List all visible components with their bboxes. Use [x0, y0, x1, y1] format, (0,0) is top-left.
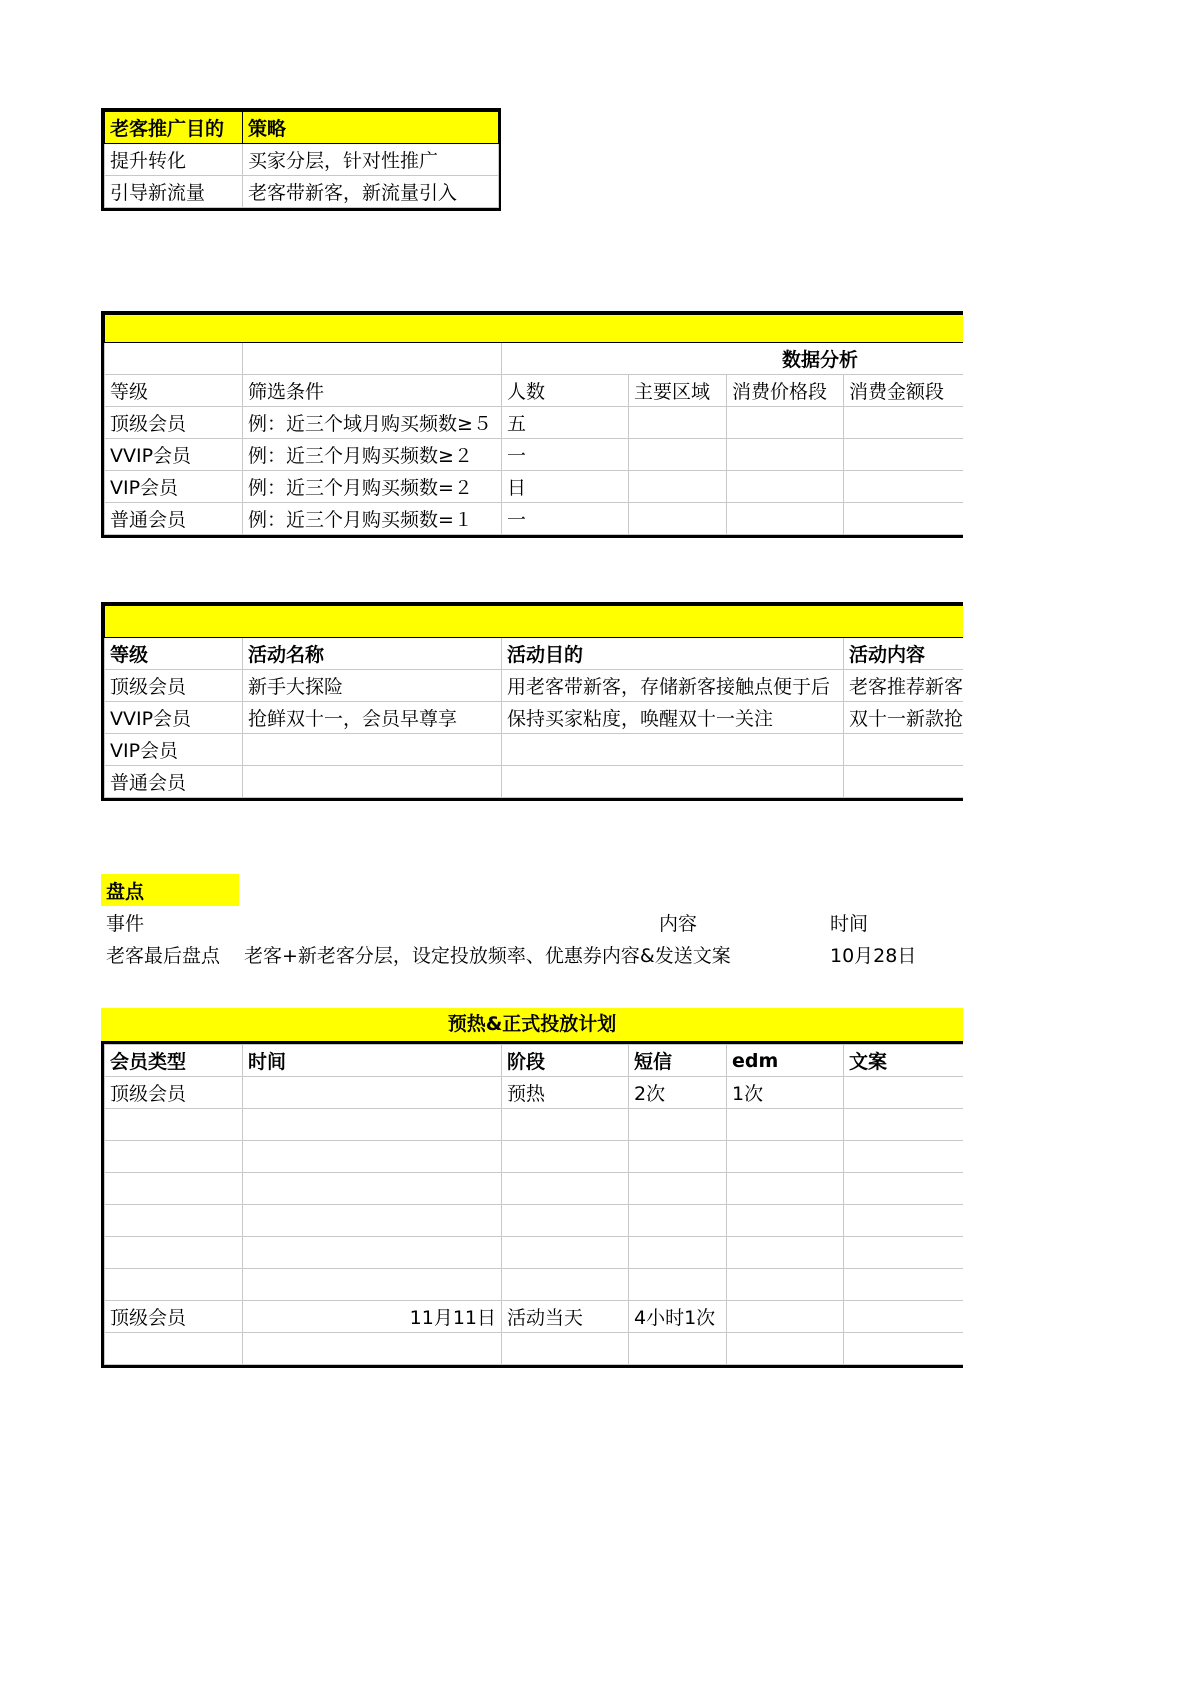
table-cell — [502, 734, 844, 766]
header-cell: 活动目的 — [502, 638, 844, 670]
table-cell — [844, 503, 964, 535]
table-cell — [105, 1237, 243, 1269]
table-cell: 老客+新老客分层，设定投放频率、优惠券内容&发送文案 — [244, 944, 731, 967]
table-cell: 例：近三个月购买频数≥２ — [243, 439, 502, 471]
table-cell: 买家分层，针对性推广 — [243, 144, 499, 176]
table-cell — [243, 1173, 502, 1205]
table-cell: 用老客带新客，存储新客接触点便于后 — [502, 670, 844, 702]
table-cell: VVIP会员 — [105, 702, 243, 734]
table-cell — [243, 766, 502, 798]
inventory-block — [101, 874, 963, 970]
table-cell: 1次 — [727, 1077, 844, 1109]
table-row — [105, 702, 964, 734]
table-cell — [844, 1173, 964, 1205]
table-cell: 顶级会员 — [105, 407, 243, 439]
table-cell: 一 — [502, 503, 629, 535]
table-cell — [629, 1109, 727, 1141]
table-cell — [502, 1237, 629, 1269]
table-cell — [727, 1333, 844, 1365]
table-cell — [727, 1237, 844, 1269]
table-row — [105, 471, 964, 503]
table-cell — [243, 1141, 502, 1173]
header-cell: 活动内容 — [844, 638, 964, 670]
table-cell — [243, 1237, 502, 1269]
table-cell — [844, 1077, 964, 1109]
table-row — [105, 176, 499, 208]
table-cell — [629, 503, 727, 535]
table-cell — [727, 439, 844, 471]
table-cell — [844, 439, 964, 471]
header-cell: 消费金额段 — [844, 375, 964, 407]
inventory-title-row — [101, 874, 963, 906]
analysis-label-row — [105, 343, 964, 375]
table-row — [105, 766, 964, 798]
table-cell — [502, 766, 844, 798]
table-row — [105, 503, 964, 535]
table-cell: 老客带新客，新流量引入 — [243, 176, 499, 208]
activities-table-block — [101, 602, 963, 801]
table-cell: 抢鲜双十一，会员早尊享 — [243, 702, 502, 734]
table-cell — [727, 1205, 844, 1237]
table-cell — [629, 407, 727, 439]
table-cell — [844, 1269, 964, 1301]
table-cell — [727, 1141, 844, 1173]
table-cell: 4小时1次 — [629, 1301, 727, 1333]
strategy-table — [104, 111, 499, 208]
table-cell — [844, 1333, 964, 1365]
table-cell — [105, 1269, 243, 1301]
table-cell — [105, 1333, 243, 1365]
empty-cell — [105, 343, 243, 375]
table-cell — [502, 1205, 629, 1237]
table-cell — [844, 407, 964, 439]
header-cell: 事件 — [106, 912, 145, 935]
plan-table — [104, 1044, 963, 1365]
table-header-row — [105, 638, 964, 670]
table-cell — [844, 1237, 964, 1269]
banner-cell — [105, 315, 964, 343]
table-cell — [243, 1333, 502, 1365]
table-cell: 活动当天 — [502, 1301, 629, 1333]
table-cell — [502, 1173, 629, 1205]
table-cell: 顶级会员 — [105, 1301, 243, 1333]
table-row — [105, 144, 499, 176]
table-cell — [727, 1109, 844, 1141]
table-cell — [844, 471, 964, 503]
table-row — [105, 407, 964, 439]
table-cell: 老客推荐新客 — [844, 670, 964, 702]
table-cell — [502, 1141, 629, 1173]
table-cell — [727, 407, 844, 439]
table-cell — [105, 1141, 243, 1173]
table-cell: 普通会员 — [105, 766, 243, 798]
table-cell: VVIP会员 — [105, 439, 243, 471]
header-cell: 筛选条件 — [243, 375, 502, 407]
table-cell — [629, 1237, 727, 1269]
inventory-header-row — [101, 906, 963, 938]
table-cell: 五 — [502, 407, 629, 439]
table-row — [105, 1269, 964, 1301]
table-cell: VIP会员 — [105, 734, 243, 766]
header-cell: 老客推广目的 — [105, 112, 243, 144]
table-cell — [844, 1205, 964, 1237]
table-cell — [105, 1173, 243, 1205]
table-cell — [502, 1333, 629, 1365]
table-row — [105, 1301, 964, 1333]
inventory-table — [101, 874, 963, 970]
header-cell: 等级 — [105, 638, 243, 670]
table-header-row — [105, 112, 499, 144]
table-cell — [105, 1109, 243, 1141]
header-cell: 消费价格段 — [727, 375, 844, 407]
header-cell: 主要区域 — [629, 375, 727, 407]
header-cell: 人数 — [502, 375, 629, 407]
table-cell — [243, 1205, 502, 1237]
table-cell — [629, 1141, 727, 1173]
activities-table — [104, 605, 963, 798]
header-cell: 策略 — [243, 112, 499, 144]
table-cell — [502, 1109, 629, 1141]
table-cell — [105, 1205, 243, 1237]
header-cell: 会员类型 — [105, 1045, 243, 1077]
table-cell: 提升转化 — [105, 144, 243, 176]
table-cell — [502, 1269, 629, 1301]
header-cell: 时间 — [830, 912, 869, 935]
table-row — [105, 1205, 964, 1237]
table-cell: 老客最后盘点 — [106, 944, 221, 967]
table-cell — [844, 1141, 964, 1173]
header-cell: 文案 — [844, 1045, 964, 1077]
banner-cell — [105, 606, 964, 638]
table-cell — [629, 1173, 727, 1205]
inventory-title: 盘点 — [101, 874, 239, 906]
table-cell: 引导新流量 — [105, 176, 243, 208]
yellow-banner-row — [105, 315, 964, 343]
table-cell: 例：近三个月购买频数=１ — [243, 503, 502, 535]
table-cell: 例：近三个月购买频数=２ — [243, 471, 502, 503]
table-cell — [844, 1301, 964, 1333]
table-cell: 双十一新款抢 — [844, 702, 964, 734]
table-cell — [844, 734, 964, 766]
table-cell: 例：近三个域月购买频数≥５ — [243, 407, 502, 439]
table-row — [105, 1333, 964, 1365]
table-cell: 11月11日 — [243, 1301, 502, 1333]
table-cell: 日 — [502, 471, 629, 503]
table-row — [105, 1077, 964, 1109]
table-cell — [844, 766, 964, 798]
yellow-banner-row — [105, 606, 964, 638]
table-cell — [629, 439, 727, 471]
header-cell: 内容 — [659, 912, 698, 935]
table-cell — [727, 471, 844, 503]
table-cell — [727, 1301, 844, 1333]
header-cell: edm — [727, 1045, 844, 1077]
strategy-table-block — [101, 108, 501, 211]
table-cell — [243, 1077, 502, 1109]
inventory-row — [101, 938, 963, 970]
plan-table-block — [101, 1008, 963, 1368]
plan-title: 预热&正式投放计划 — [101, 1008, 963, 1041]
empty-cell — [825, 874, 963, 906]
table-cell — [727, 503, 844, 535]
table-row — [105, 734, 964, 766]
header-cell: 阶段 — [502, 1045, 629, 1077]
table-cell — [844, 1109, 964, 1141]
table-row — [105, 1173, 964, 1205]
empty-cell — [239, 874, 825, 906]
header-cell: 时间 — [243, 1045, 502, 1077]
table-cell: 顶级会员 — [105, 670, 243, 702]
plan-table-frame — [101, 1041, 963, 1368]
table-cell — [629, 1269, 727, 1301]
table-row — [105, 670, 964, 702]
header-cell: 等级 — [105, 375, 243, 407]
table-cell: 预热 — [502, 1077, 629, 1109]
table-cell: 普通会员 — [105, 503, 243, 535]
table-cell: 一 — [502, 439, 629, 471]
header-cell: 活动名称 — [243, 638, 502, 670]
data-analysis-label: 数据分析 — [502, 343, 964, 375]
table-cell: 10月28日 — [830, 944, 917, 967]
table-cell: VIP会员 — [105, 471, 243, 503]
table-cell: 顶级会员 — [105, 1077, 243, 1109]
header-cell: 短信 — [629, 1045, 727, 1077]
table-cell — [727, 1269, 844, 1301]
table-cell — [243, 1109, 502, 1141]
table-cell — [629, 471, 727, 503]
table-header-row — [105, 375, 964, 407]
table-cell: 新手大探险 — [243, 670, 502, 702]
empty-cell — [243, 343, 502, 375]
segmentation-table-block — [101, 311, 963, 538]
table-cell — [243, 734, 502, 766]
table-cell — [727, 1173, 844, 1205]
table-cell — [629, 1205, 727, 1237]
table-row — [105, 1109, 964, 1141]
table-cell: 保持买家粘度，唤醒双十一关注 — [502, 702, 844, 734]
table-cell — [243, 1269, 502, 1301]
table-cell — [629, 1333, 727, 1365]
table-cell: 2次 — [629, 1077, 727, 1109]
segmentation-table — [104, 314, 963, 535]
table-row — [105, 1141, 964, 1173]
table-row — [105, 439, 964, 471]
table-row — [105, 1237, 964, 1269]
table-header-row — [105, 1045, 964, 1077]
